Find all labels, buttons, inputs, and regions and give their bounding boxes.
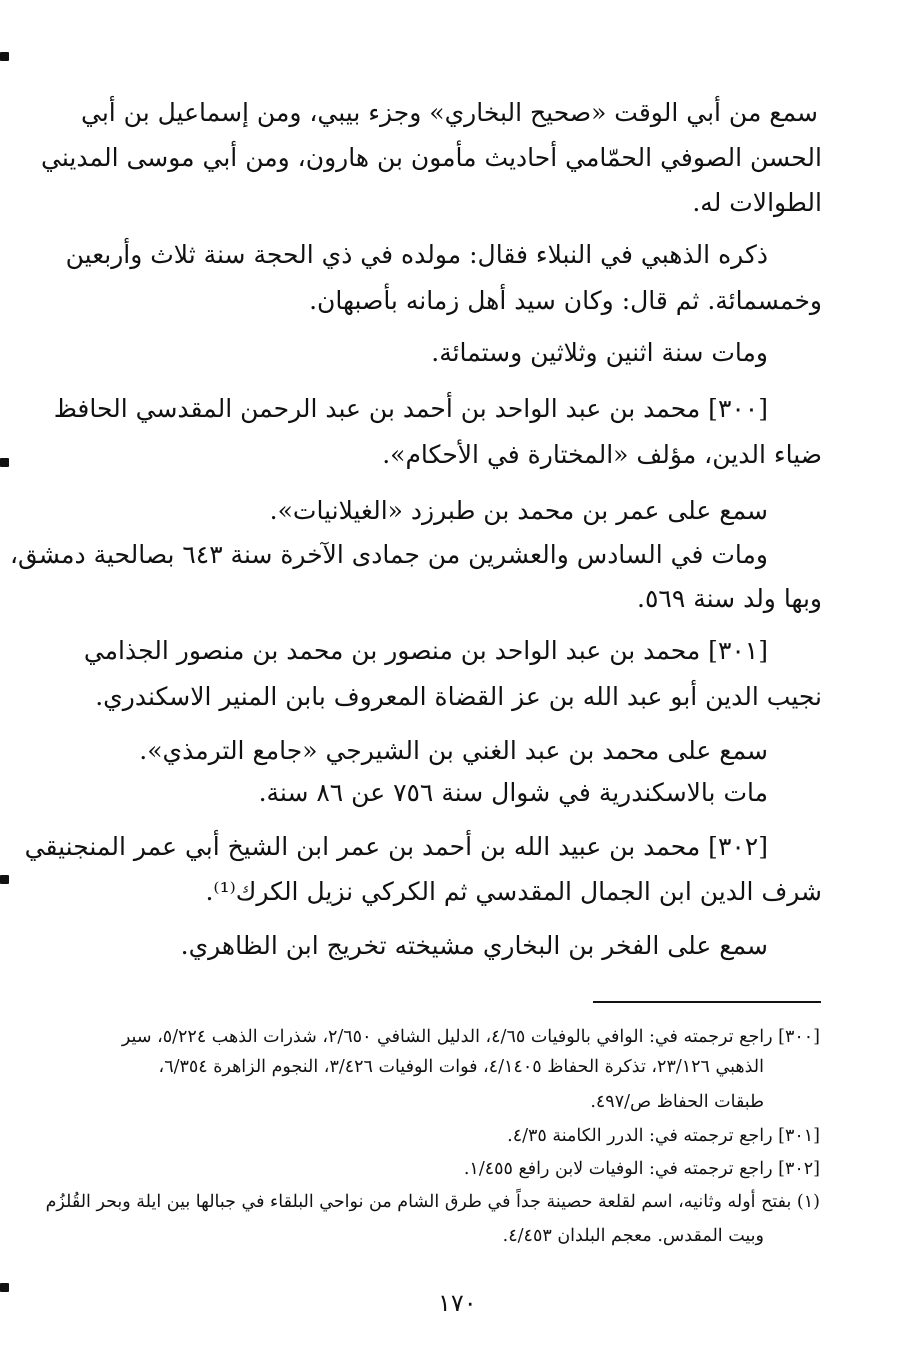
body-line: وخمسمائة. ثم قال: وكان سيد أهل زمانه بأصبهان. xyxy=(309,286,822,315)
body-line: ومات في السادس والعشرين من جمادى الآخرة سنة ٦٤٣ بصالحية دمشق، xyxy=(10,540,769,569)
footnote-separator xyxy=(593,1001,821,1003)
body-line: ضياء الدين، مؤلف «المختارة في الأحكام». xyxy=(382,440,822,469)
page-number: ١٧٠ xyxy=(438,1289,477,1317)
body-line: ذكره الذهبي في النبلاء فقال: مولده في ذي الحجة سنة ثلاث وأربعين xyxy=(65,240,768,269)
body-line: الطوالات له. xyxy=(692,188,822,217)
body-line: شرف الدين ابن الجمال المقدسي ثم الكركي نزيل الكرك⁽¹⁾. xyxy=(205,877,822,906)
entry-heading-302: [٣٠٢] محمد بن عبيد الله بن أحمد بن عمر ابن الشيخ أبي عمر المنجنيقي xyxy=(24,832,768,861)
footnote-line: [٣٠٢] راجع ترجمته في: الوفيات لابن رافع ١/٤٥٥. xyxy=(463,1159,820,1179)
scan-mark xyxy=(0,1283,9,1292)
entry-heading-300: [٣٠٠] محمد بن عبد الواحد بن أحمد بن عبد الرحمن المقدسي الحافظ xyxy=(53,394,768,423)
footnote-line: [٣٠٠] راجع ترجمته في: الوافي بالوفيات ٤/٦٥، الدليل الشافي ٢/٦٥٠، شذرات الذهب ٥/٢٢٤، سير xyxy=(121,1027,820,1047)
body-line: نجيب الدين أبو عبد الله بن عز القضاة المعروف بابن المنير الاسكندري. xyxy=(95,682,822,711)
footnote-line: طبقات الحفاظ ص/٤٩٧. xyxy=(590,1092,764,1112)
scan-mark xyxy=(0,52,9,61)
entry-heading-301: [٣٠١] محمد بن عبد الواحد بن منصور بن محمد بن منصور الجذامي xyxy=(83,636,768,665)
footnote-line: [٣٠١] راجع ترجمته في: الدرر الكامنة ٤/٣٥. xyxy=(507,1126,820,1146)
body-line: الحسن الصوفي الحمّامي أحاديث مأمون بن هارون، ومن أبي موسى المديني xyxy=(41,143,822,172)
footnote-line: الذهبي ٢٣/١٢٦، تذكرة الحفاظ ٤/١٤٠٥، فوات الوفيات ٣/٤٢٦، النجوم الزاهرة ٦/٣٥٤، xyxy=(158,1057,764,1077)
body-line: ومات سنة اثنين وثلاثين وستمائة. xyxy=(431,338,768,367)
body-line: مات بالاسكندرية في شوال سنة ٧٥٦ عن ٨٦ سنة. xyxy=(258,778,768,807)
body-line: سمع على الفخر بن البخاري مشيخته تخريج ابن الظاهري. xyxy=(180,931,768,960)
scan-mark xyxy=(0,875,9,884)
scan-mark xyxy=(0,458,9,467)
body-line: سمع من أبي الوقت «صحيح البخاري» وجزء بيبي، ومن إسماعيل بن أبي xyxy=(80,98,818,127)
body-line: سمع على محمد بن عبد الغني بن الشيرجي «جامع الترمذي». xyxy=(139,736,768,765)
body-line: وبها ولد سنة ٥٦٩. xyxy=(637,584,822,613)
footnote-line: (١) بفتح أوله وثانيه، اسم لقلعة حصينة جداً في طرق الشام من نواحي البلقاء في جبالها بين ايلة وبحر القُلزُم xyxy=(45,1192,820,1212)
body-line: سمع على عمر بن محمد بن طبرزد «الغيلانيات». xyxy=(269,496,768,525)
footnote-line: وبيت المقدس. معجم البلدان ٤/٤٥٣. xyxy=(502,1226,764,1246)
